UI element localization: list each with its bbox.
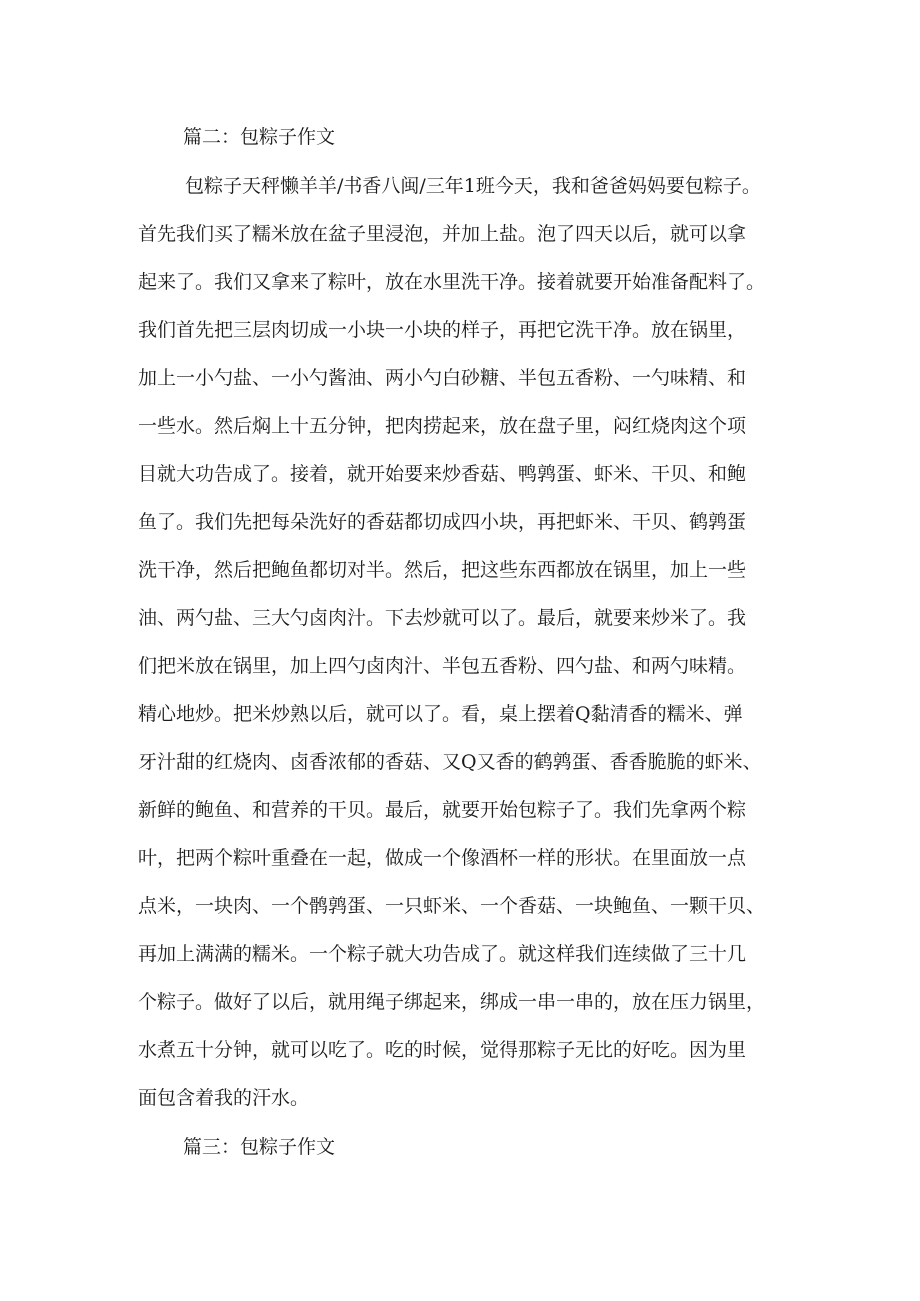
paragraph-line: 洗干净，然后把鲍鱼都切对半。然后，把这些东西都放在锅里，加上一些 bbox=[138, 559, 747, 581]
paragraph-line: 加上一小勺盐、一小勺酱油、两小勺白砂糖、半包五香粉、一勺味精、和 bbox=[138, 367, 747, 389]
paragraph-line: 点米，一块肉、一个鹘鹑蛋、一只虾米、一个香菇、一块鲍鱼、一颗干贝、 bbox=[138, 895, 766, 917]
paragraph-line: 们把米放在锅里，加上四勺卤肉汁、半包五香粉、四勺盐、和两勺味精。 bbox=[138, 655, 747, 677]
paragraph-line: 起来了。我们又拿来了粽叶，放在水里洗干净。接着就要开始准备配料了。 bbox=[138, 271, 766, 293]
paragraph-line: 一些水。然后焖上十五分钟，把肉捞起来，放在盘子里，闷红烧肉这个项 bbox=[138, 415, 747, 437]
paragraph-line: 新鲜的鲍鱼、和营养的干贝。最后，就要开始包粽子了。我们先拿两个粽 bbox=[138, 799, 747, 821]
section-heading-3: 篇三：包粽子作文 bbox=[183, 1136, 336, 1158]
paragraph-line: 面包含着我的汗水。 bbox=[138, 1087, 310, 1109]
paragraph-line: 首先我们买了糯米放在盆子里浸泡，并加上盐。泡了四天以后，就可以拿 bbox=[138, 223, 747, 245]
paragraph-line: 叶，把两个粽叶重叠在一起，做成一个像酒杯一样的形状。在里面放一点 bbox=[138, 847, 747, 869]
paragraph-line: 水煮五十分钟，就可以吃了。吃的时候，觉得那粽子无比的好吃。因为里 bbox=[138, 1039, 747, 1061]
paragraph-line: 精心地炒。把米炒熟以后，就可以了。看，桌上摆着Q黏清香的糯米、弹 bbox=[138, 703, 743, 725]
paragraph-line: 我们首先把三层肉切成一小块一小块的样子，再把它洗干净。放在锅里， bbox=[138, 319, 747, 341]
paragraph-line: 再加上满满的糯米。一个粽子就大功告成了。就这样我们连续做了三十几 bbox=[138, 943, 747, 965]
paragraph-line: 油、两勺盐、三大勺卤肉汁。下去炒就可以了。最后，就要来炒米了。我 bbox=[138, 607, 747, 629]
paragraph-line: 鱼了。我们先把每朵洗好的香菇都切成四小块，再把虾米、干贝、鹤鹑蛋 bbox=[138, 511, 747, 533]
paragraph-line: 牙汁甜的红烧肉、卤香浓郁的香菇、又Q又香的鹤鹑蛋、香香脆脆的虾米、 bbox=[138, 751, 762, 773]
paragraph-line: 包粽子天秤懒羊羊/书香八闽/三年1班今天，我和爸爸妈妈要包粽子。 bbox=[185, 175, 761, 197]
paragraph-line: 目就大功告成了。接着，就开始要来炒香菇、鸭鹑蛋、虾米、干贝、和鲍 bbox=[138, 463, 747, 485]
paragraph-line: 个粽子。做好了以后，就用绳子绑起来，绑成一串一串的，放在压力锅里， bbox=[138, 991, 766, 1013]
section-heading-2: 篇二：包粽子作文 bbox=[183, 126, 336, 148]
